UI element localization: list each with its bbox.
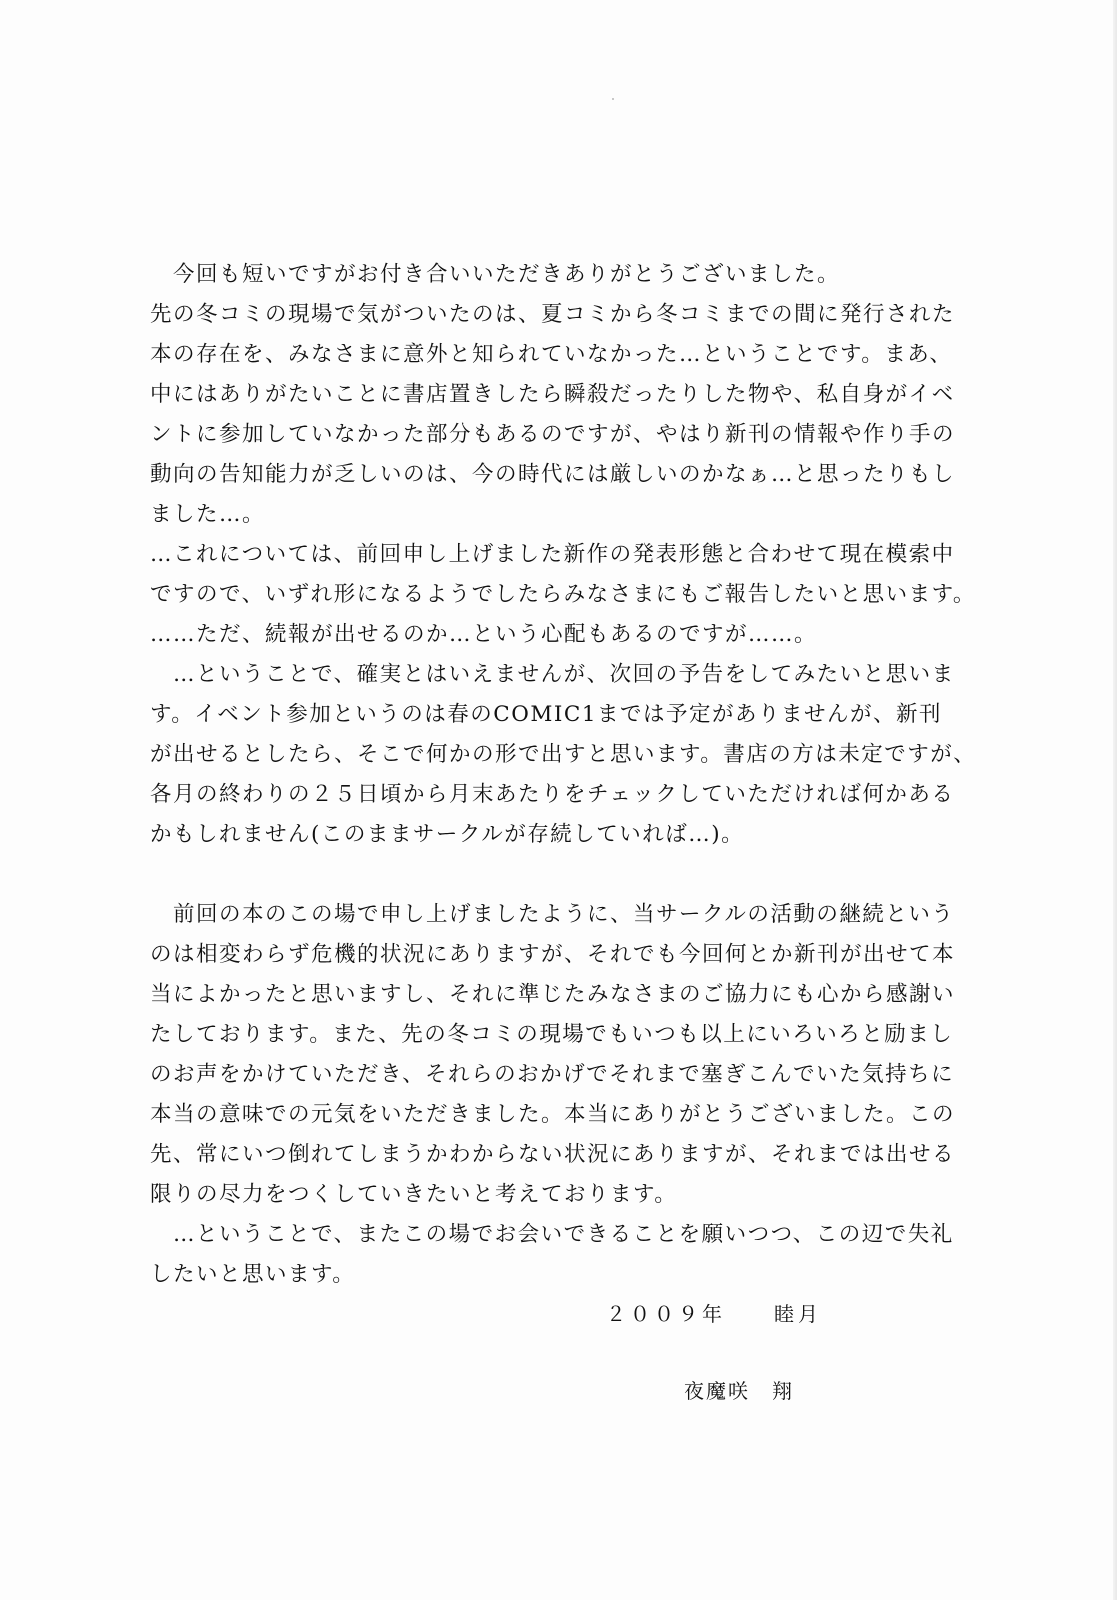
text-line: …これについては、前回申し上げました新作の発表形態と合わせて現在模索中 [150, 542, 955, 567]
text-line: ですので、いずれ形になるようでしたらみなさまにもご報告したいと思います。 [150, 582, 976, 607]
text-line: 各月の終わりの２５日頃から月末あたりをチェックしていただければ何かある [150, 782, 955, 807]
text-line: たしております。また、先の冬コミの現場でもいつも以上にいろいろと励まし [150, 1022, 954, 1047]
text-line: …ということで、確実とはいえませんが、次回の予告をしてみたいと思いま [150, 662, 955, 687]
text-line: かもしれません(このままサークルが存続していれば…)。 [150, 822, 745, 847]
text-line: のお声をかけていただき、それらのおかげでそれまで塞ぎこんでいた気持ちに [150, 1062, 955, 1087]
date-signature: ２００９年 睦月 [606, 1302, 822, 1326]
paper-speck [612, 98, 614, 100]
text-line: 先、常にいつ倒れてしまうかわからない状況にありますが、それまでは出せる [150, 1142, 956, 1167]
text-line: 本当の意味での元気をいただきました。本当にありがとうございました。この [150, 1102, 956, 1127]
text-line: 今回も短いですがお付き合いいただきありがとうございました。 [150, 262, 841, 287]
text-line: 前回の本のこの場で申し上げましたように、当サークルの活動の継続という [150, 902, 955, 927]
text-line: す。イベント参加というのは春のCOMIC1までは予定がありませんが、新刊 [150, 702, 942, 727]
text-line: ……ただ、続報が出せるのか…という心配もあるのですが……。 [150, 622, 818, 647]
text-line: したいと思います。 [150, 1262, 356, 1287]
text-line: 先の冬コミの現場で気がついたのは、夏コミから冬コミまでの間に発行された [150, 302, 956, 327]
text-line: ントに参加していなかった部分もあるのですが、やはり新刊の情報や作り手の [150, 422, 956, 447]
page-edge-shadow [1113, 0, 1117, 1600]
text-line: 当によかったと思いますし、それに準じたみなさまのご協力にも心から感謝い [150, 982, 956, 1007]
text-line: のは相変わらず危機的状況にありますが、それでも今回何とか新刊が出せて本 [150, 942, 956, 967]
text-line: 動向の告知能力が乏しいのは、今の時代には厳しいのかなぁ…と思ったりもし [150, 462, 956, 487]
author-name: 夜魔咲 翔 [684, 1379, 794, 1403]
text-line: 中にはありがたいことに書店置きしたら瞬殺だったりした物や、私自身がイベ [150, 382, 955, 407]
text-line: が出せるとしたら、そこで何かの形で出すと思います。書店の方は未定ですが、 [150, 742, 977, 767]
text-line: ました…。 [150, 502, 266, 527]
paragraph-gap [150, 855, 980, 895]
text-line: 本の存在を、みなさまに意外と知られていなかった…ということです。まあ、 [150, 342, 953, 367]
afterword-body [150, 255, 980, 1295]
text-line: …ということで、またこの場でお会いできることを願いつつ、この辺で失礼 [150, 1222, 954, 1247]
text-line: 限りの尽力をつくしていきたいと考えております。 [150, 1182, 678, 1207]
